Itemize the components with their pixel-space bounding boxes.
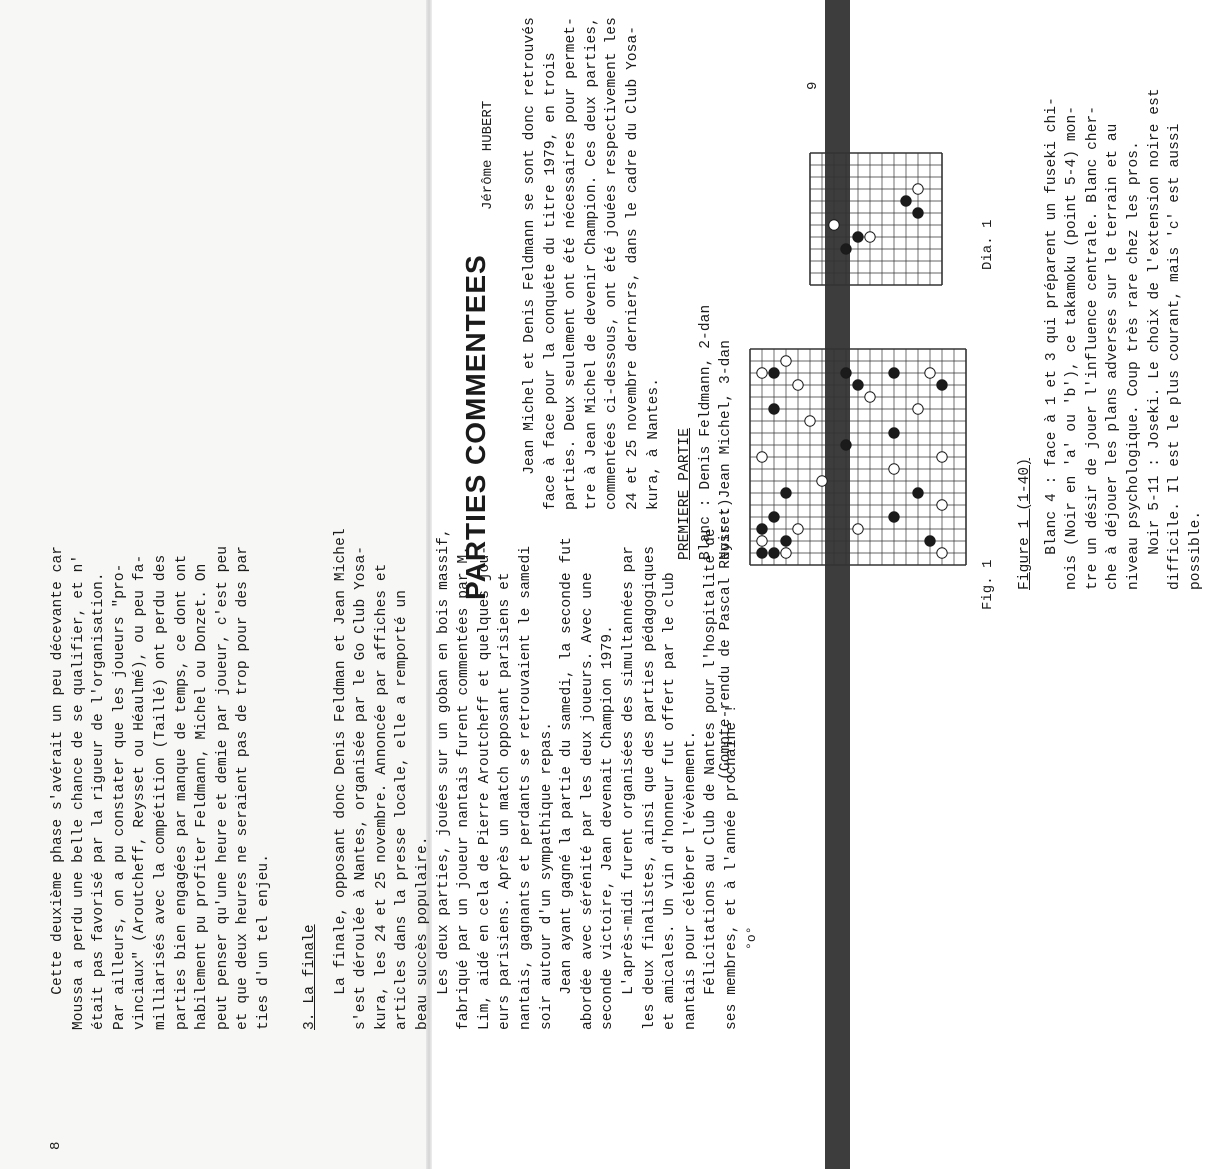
diagram-label: Dia. 1 <box>980 219 996 270</box>
white-stone <box>781 356 791 366</box>
white-stone <box>925 368 935 378</box>
black-stone <box>889 368 899 378</box>
right-intro-text <box>520 17 664 510</box>
report-credit: (Compte-rendu de Pascal Reysset) <box>718 498 734 780</box>
text-line: était pas favorisé par la rigueur de l'organisation. <box>91 572 108 1030</box>
text-line: soir autour d'un sympathique repas. <box>538 721 555 1030</box>
left-intro-lines <box>48 546 275 1030</box>
white-stone <box>865 392 875 402</box>
white-stone <box>805 416 815 426</box>
text-line: Lim, aidé en cela de Pierre Aroutcheff et quelques jou- <box>476 545 493 1030</box>
left-intro-text <box>48 546 275 1030</box>
text-line: commentées ci-dessous, ont été jouées respectivement les <box>604 17 621 510</box>
right-page <box>460 17 1204 1150</box>
white-stone <box>889 464 899 474</box>
text-line: beau succès populaire. <box>414 836 431 1030</box>
game-header <box>675 305 737 560</box>
dia-stones <box>829 184 923 254</box>
text-line: fabriqué par un joueur nantais furent commentées par M. <box>456 545 473 1030</box>
black-stone <box>757 548 767 558</box>
text-line: ties d'un tel enjeu. <box>255 853 272 1030</box>
black-player: Noir : Jean Michel, 3-dan <box>718 339 735 560</box>
white-stone <box>757 452 767 462</box>
text-line: abordée avec sérénité par les deux joueurs. Avec une <box>579 572 596 1030</box>
text-line: Félicitations au Club de Nantes pour l'hospitalité de <box>703 528 720 1030</box>
text-line: parties. Deux seulement ont été nécessaires pour permet- <box>563 17 580 510</box>
figure-label: Fig. 1 <box>980 559 996 610</box>
black-stone <box>913 488 923 498</box>
text-line: milliarisés avec la compétition (Taillé) ont perdu des <box>152 554 169 1030</box>
diagram-1-board <box>805 140 955 290</box>
game-heading: PREMIERE PARTIE <box>677 427 693 560</box>
text-line: niveau psychologique. Coup très rare chez les pros. <box>1125 141 1142 590</box>
text-line: La finale, opposant donc Denis Feldman et Jean Michel <box>332 528 349 1030</box>
text-line: kura, les 24 et 25 novembre. Annoncée par affiches et <box>373 563 390 1030</box>
text-line: Jean ayant gagné la partie du samedi, la seconde fut <box>559 537 576 1030</box>
black-stone <box>757 524 767 534</box>
right-intro-lines <box>520 17 664 510</box>
white-stone <box>913 184 923 194</box>
text-line: kura, à Nantes. <box>645 377 662 510</box>
ornament: °o° <box>744 926 759 950</box>
text-line: Noir 5-11 : Joseki. Le choix de l'extension noire est <box>1146 88 1163 590</box>
black-stone <box>841 440 851 450</box>
black-stone <box>889 428 899 438</box>
text-line: parties bien engagées par manque de temps, ce dont ont <box>173 554 190 1030</box>
figure-1-board <box>745 340 975 570</box>
page-title: PARTIES COMMENTEES <box>460 254 491 600</box>
text-line: ses membres, et à l'année prochaine ! <box>723 704 740 1030</box>
comment-lines <box>1042 88 1206 590</box>
text-line: et que deux heures ne seraient pas de trop pour des par <box>235 545 252 1030</box>
text-line: seconde victoire, Jean devenait Champion 1979. <box>600 625 617 1030</box>
text-line: Les deux parties, jouées sur un goban en bois massif, <box>435 528 452 1030</box>
page-number-left: 8 <box>48 1141 64 1150</box>
white-stone <box>817 476 827 486</box>
black-stone <box>781 488 791 498</box>
white-stone <box>757 368 767 378</box>
text-line: s'est déroulée à Nantes, organisée par le Go Club Yosa- <box>353 545 370 1030</box>
white-stone <box>865 232 875 242</box>
white-stone <box>937 452 947 462</box>
text-line: nois (Noir en 'a' ou 'b'), ce takamoku (point 5-4) mon- <box>1064 105 1081 590</box>
black-stone <box>769 548 779 558</box>
figure-commentary <box>1015 88 1206 590</box>
white-stone <box>829 220 839 230</box>
text-line: les deux finalistes, ainsi que des parties pédagogiques <box>641 545 658 1030</box>
white-stone <box>937 500 947 510</box>
page-number-right: 9 <box>805 81 821 90</box>
text-line: Cette deuxième phase s'avérait un peu décevante car <box>50 545 66 1030</box>
white-stone <box>937 548 947 558</box>
text-line: nantais pour célébrer l'évènement. <box>682 730 699 1030</box>
text-line: Par ailleurs, on a pu constater que les joueurs "pro- <box>111 563 128 1030</box>
black-stone <box>853 380 863 390</box>
white-stone <box>853 524 863 534</box>
text-line: et amicales. Un vin d'honneur fut offert par le club <box>662 572 679 1030</box>
black-stone <box>937 380 947 390</box>
text-line: Jean Michel et Denis Feldmann se sont donc retrouvés <box>522 17 538 510</box>
text-line: Blanc 4 : face à 1 et 3 qui préparent un fuseki chi- <box>1043 97 1060 590</box>
white-stone <box>757 536 767 546</box>
text-line: habilement pu profiter Feldmann, Michel ou Donzet. On <box>194 563 211 1030</box>
text-line: eurs parisiens. Après un match opposant parisiens et <box>497 572 514 1030</box>
section-heading-finale: 3. La finale <box>302 924 318 1030</box>
black-stone <box>901 196 911 206</box>
white-stone <box>781 548 791 558</box>
text-line: peut penser qu'une heure et demie par joueur, c'est peu <box>214 545 231 1030</box>
black-stone <box>841 244 851 254</box>
text-line: L'après-midi furent organisées des simultannées par <box>620 545 637 1030</box>
black-stone <box>841 368 851 378</box>
text-line: articles dans la presse locale, elle a remporté un <box>394 589 411 1030</box>
black-stone <box>769 404 779 414</box>
text-line: face à face pour la conquête du titre 1979, en trois <box>542 52 559 510</box>
white-player: Blanc : Denis Feldmann, 2-dan <box>697 304 714 560</box>
white-stone <box>913 404 923 414</box>
text-line: che à déjouer les plans adverses sur le terrain et au <box>1105 123 1122 590</box>
text-line: possible. <box>1187 510 1204 590</box>
dia-grid <box>810 153 942 285</box>
text-line: difficile. Il est le plus courant, mais 'c' est aussi <box>1167 123 1184 590</box>
black-stone <box>769 368 779 378</box>
text-line: vinciaux" (Aroutcheff, Reysset ou Héaulmé), ou peu fa- <box>132 554 149 1030</box>
black-stone <box>889 512 899 522</box>
text-line: nantais, gagnants et perdants se retrouvaient le samedi <box>517 545 534 1030</box>
text-line: tre à Jean Michel de devenir Champion. Ces deux parties, <box>583 17 600 510</box>
black-stone <box>925 536 935 546</box>
white-stone <box>793 380 803 390</box>
black-stone <box>913 208 923 218</box>
black-stone <box>853 232 863 242</box>
black-stone <box>781 536 791 546</box>
article-author: Jérôme HUBERT <box>480 100 496 210</box>
text-line: 24 et 25 novembre derniers, dans le cadre du Club Yosa- <box>624 25 641 510</box>
white-stone <box>793 524 803 534</box>
text-line: Moussa a perdu une belle chance de se qualifier, et n' <box>70 554 87 1030</box>
text-line: tre un désir de jouer l'influence centrale. Blanc cher- <box>1084 105 1101 590</box>
black-stone <box>769 512 779 522</box>
figure-heading: Figure 1 (1-40) <box>1017 457 1033 590</box>
